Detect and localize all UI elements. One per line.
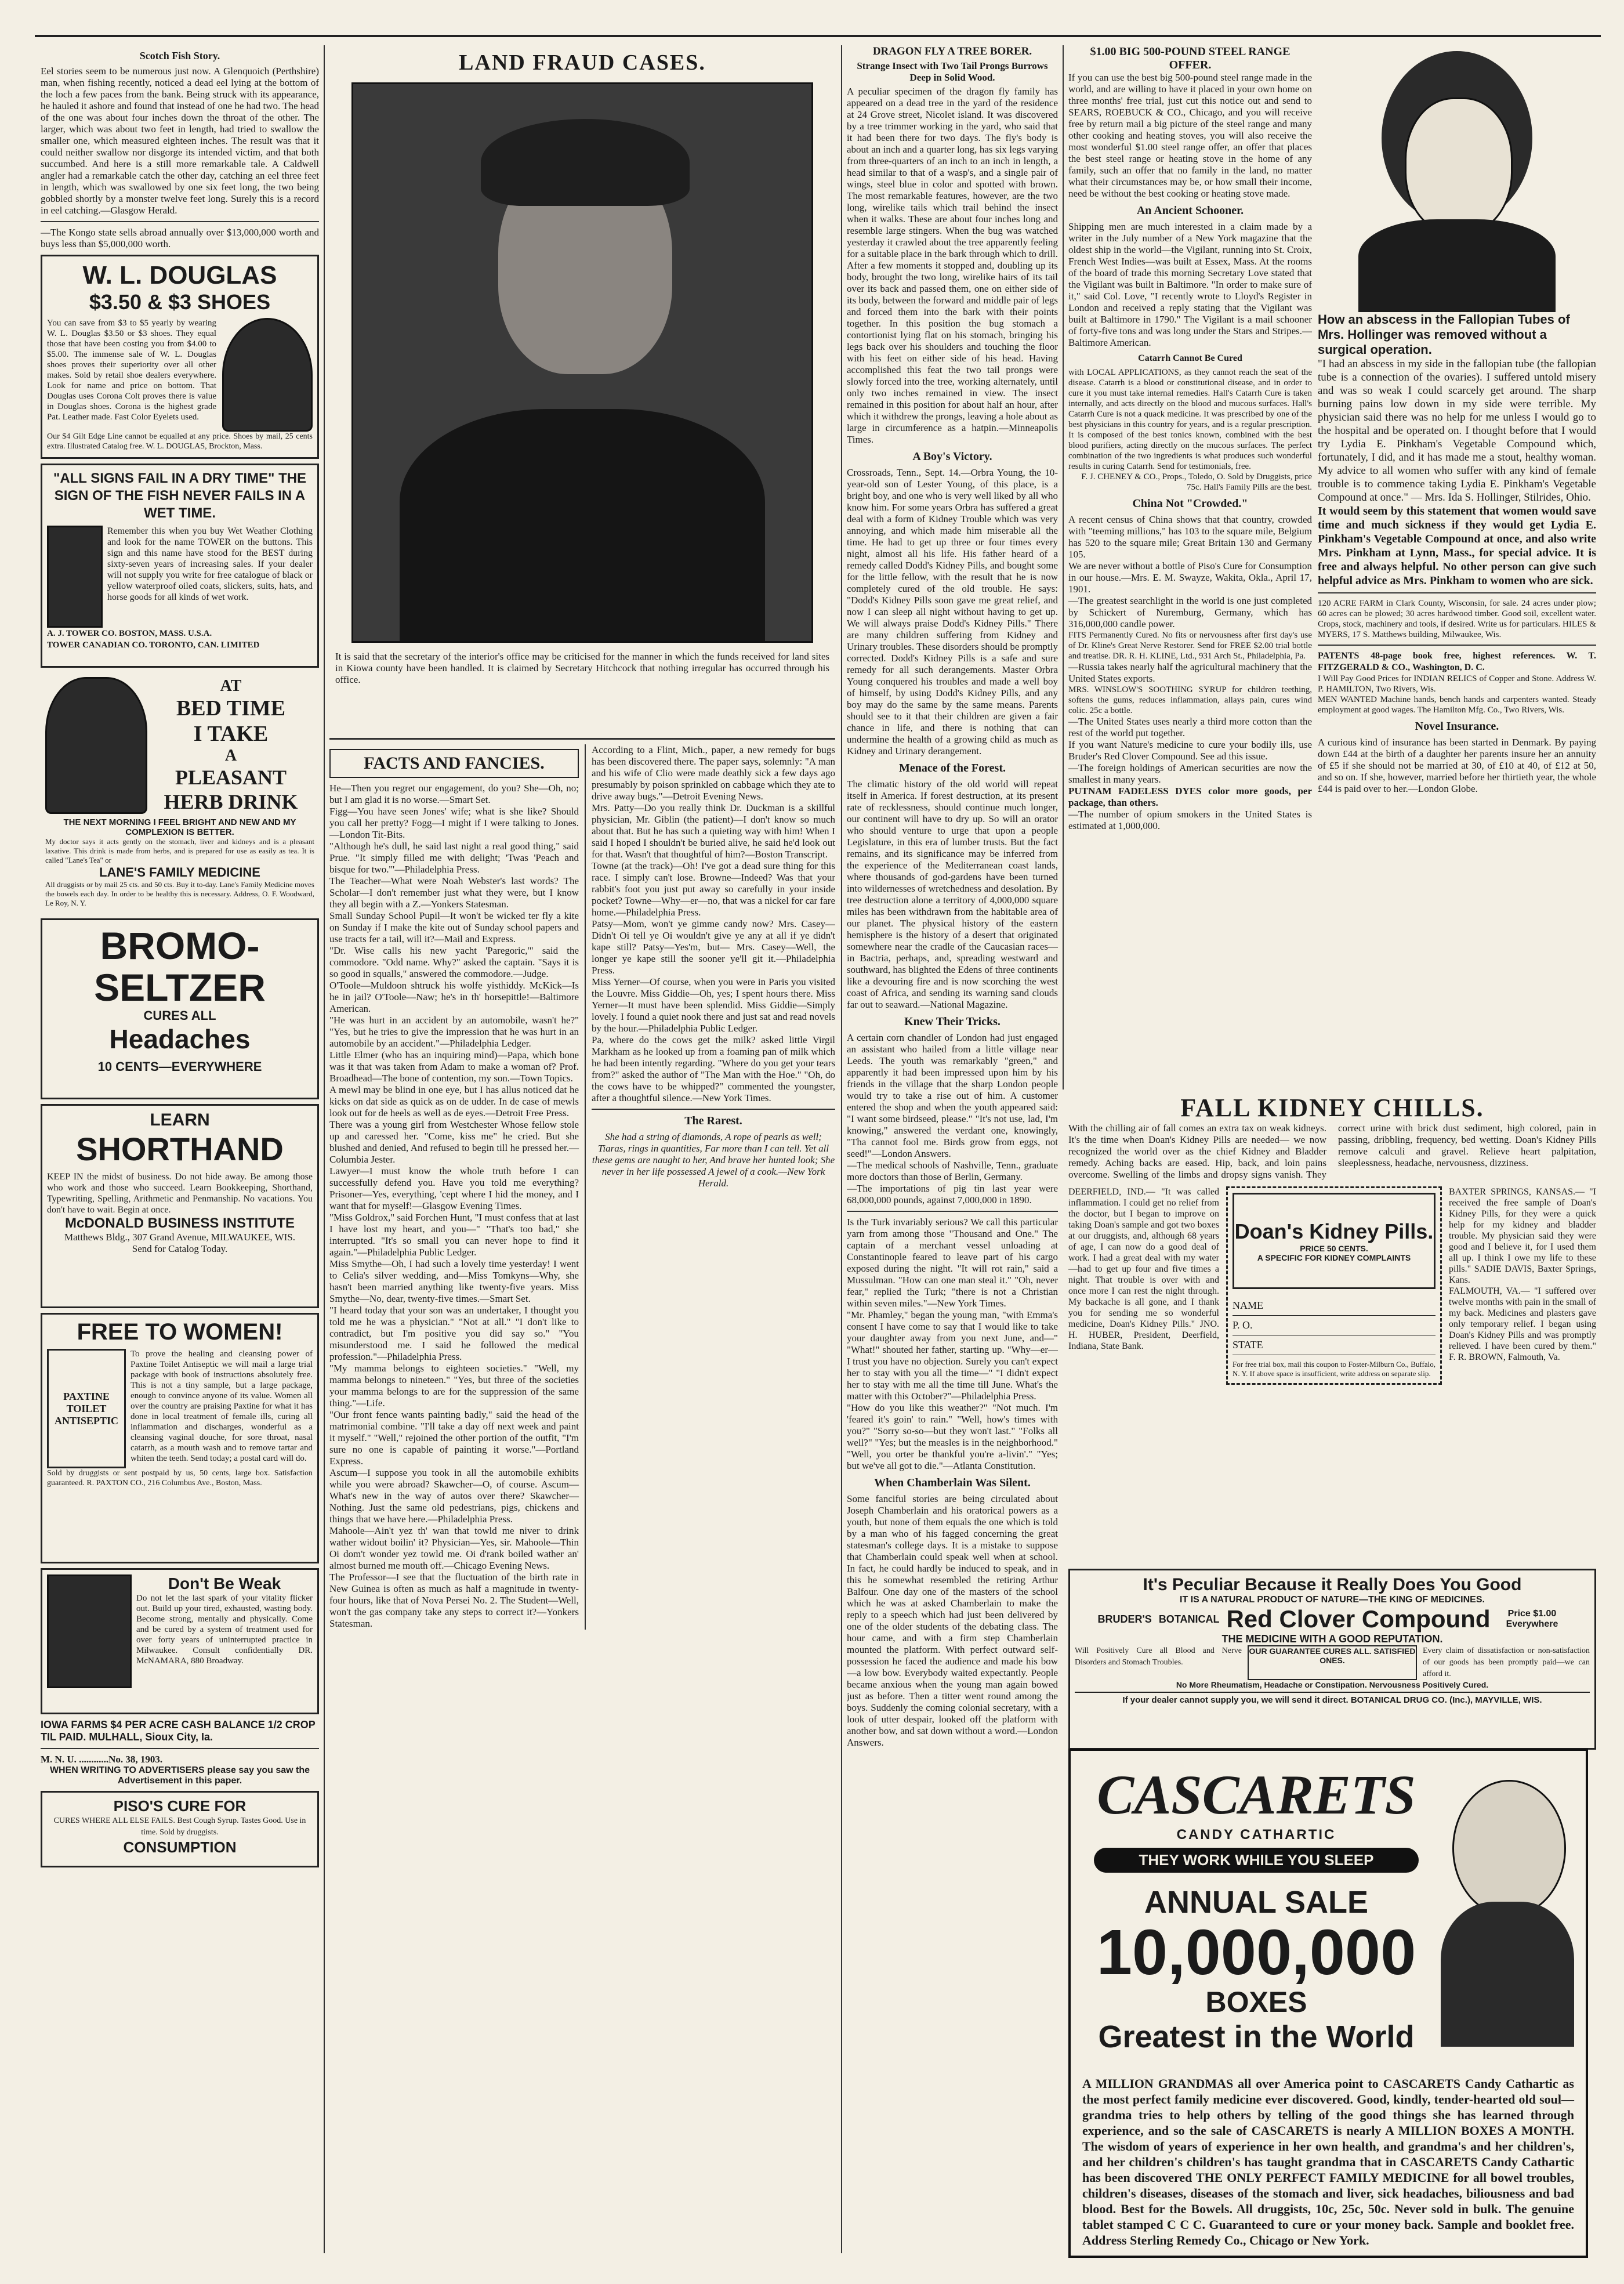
facts-item: Figg—You have seen Jones' wife; what is she like? Should you call her pretty? Fogg—I might if I were talking to Jones.—London Tit-Bits. [329, 806, 579, 840]
hollinger-text: "I had an abscess in my side in the fallopian tube (the fallopian tube is a connection of the ovaries). I suffered untold misery and was so weak I could scarcely get around. The sharp burning pains low down in my side were terrible. My physician said there was no help for me unless I would go to the hospital and be operated on. I thought before that I would try Lydia E. Pinkham's Vegetable Compound which, fortunately, I did, and it has made me a stout, healthy woman. My advice to all women who suffer with any kind of female trouble is to commence taking Lydia E. Pinkham's Vegetable Compound at once." — Mrs. Ida S. Hollinger, Stilrides, Ohio. [1318, 358, 1596, 504]
column-rule [1063, 45, 1064, 1089]
grandma-illustration [1429, 1768, 1574, 2047]
divider [1318, 592, 1596, 593]
bruder-brand1: BRUDER'S [1097, 1613, 1152, 1625]
states-note: —The United States uses nearly a third more cotton than the rest of the world put together. [1068, 716, 1312, 739]
facts-item: According to a Flint, Mich., paper, a new remedy for bugs has been discovered there. The paper says, solemnly: "A man and his wife of Clio were made deathly sick a few days ago presumably by poison sprinkled on cabbage which they ate to drive away bugs."—Detroit Evening News. [592, 744, 835, 802]
falmouth-testimonial: FALMOUTH, VA.— "I suffered over twelve months with pain in the small of my back. Medicines and plasters gave only temporary relief. I began using Doan's Kidney Pills and was promptly relieved. I have been cured by them." F. R. BROWN, Falmouth, Va. [1449, 1286, 1596, 1362]
winslow-ad: MRS. WINSLOW'S SOOTHING SYRUP for children teething, softens the gums, reduces inflammation, allays pain, cures wind colic. 25c a bottle. [1068, 685, 1312, 715]
stove-text: If you can use the best big 500-pound steel range made in the world, and are willing to have it placed in your own home on three months' free trial, just cut this notice out and send to SEARS, ROEBUCK & CO., Chicago, and you will receive free by return mail a big picture of the steel range and many other cooking and heating stoves, you will also receive the most wonderful $1.00 steel range offer, an offer that places the best steel range or heating stove in the home of any family, such an offer that no family in the land, no matter what their circumstances may be, or how small their income, need be without the best cooking or heating stove made. [1068, 72, 1312, 199]
grandma-face [1452, 1780, 1566, 1917]
facts-item: Patsy—Mom, won't ye gimme candy now? Mrs. Casey—Didn't Oi tell ye Oi wouldn't give ye any at all if ye didn't kape still? Patsy—Yes'm, but— Mrs. Casey—Well, the longer ye kape still the sooner ye'll git it.—Philadelphia Press. [592, 918, 835, 976]
bromo-seltzer-ad [41, 918, 319, 1099]
putnam-ad: PUTNAM FADELESS DYES color more goods, per package, than others. [1068, 786, 1312, 808]
weak-text: Do not let the last spark of your vitality flicker out. Build up your tired, exhausted, wasting body. Become strong, mentally and physically. Come and be cured by a system of treatment used for over forty years of uninterrupted practice in Milwaukee. Consult confidentially DR. McNAMARA, 880 Broadway. [136, 1594, 313, 1666]
column-rule [324, 45, 325, 2253]
column-rule [585, 744, 586, 1630]
portrait-coat [400, 409, 765, 641]
facts-item: Ascum—I suppose you took in all the automobile exhibits while you were abroad? Skawcher—O, of course. Ascum—What's new in the way of autos over there? Skawcher—Nothing. Just the same old pedestrians, pigs, chickens and things that we have here.—Philadelphia Press. [329, 1467, 579, 1525]
russia-note: —Russia takes nearly half the agricultural machinery that the United States exports. [1068, 661, 1312, 684]
hollinger-portrait-frame [1318, 45, 1596, 312]
doans-price: PRICE 50 CENTS. [1300, 1244, 1368, 1253]
coupon-state-field[interactable]: STATE [1232, 1335, 1436, 1355]
rarest-title: The Rarest. [684, 1114, 742, 1127]
chamberlain-headline: When Chamberlain Was Silent. [874, 1476, 1031, 1489]
land-fraud-caption: It is said that the secretary of the interior's office may be criticised for the manner in which the funds received for land sites in Kiowa county have been handled. It is claimed by Secretary Hitchcock that nothing irregular has occurred through his office. [335, 651, 829, 685]
bromo-line1: BROMO- [100, 924, 260, 967]
facts-item: "I heard today that your son was an undertaker, I thought you told me he was a physician." "Not at all." "I don't like to contradict, but I'm positive you did say so." "You misunderstood me. I said he followed the medical profession."—Philadelphia Press. [329, 1305, 579, 1362]
opium-note: —The number of opium smokers in the United States is estimated at 1,000,000. [1068, 809, 1312, 831]
kidney-headline: FALL KIDNEY CHILLS. [1180, 1094, 1484, 1122]
bruder-name: Red Clover Compound [1226, 1605, 1491, 1633]
cascarets-count: 10,000,000 [1096, 1917, 1416, 1988]
facts-column-1 [329, 744, 579, 1630]
lanes-line6: HERB DRINK [164, 790, 298, 813]
securities-note: —The foreign holdings of American securities are now the smallest in many years. [1068, 762, 1312, 785]
facts-item: The Teacher—What were Noah Webster's last words? The Scholar—I don't remember just what they were, but I know they all begin with a Z.—Yonkers Statesman. [329, 875, 579, 910]
shorthand-ad [41, 1104, 319, 1308]
coupon-name-field[interactable]: NAME [1232, 1296, 1436, 1316]
fish-story-title: Scotch Fish Story. [139, 50, 220, 61]
facts-headline: FACTS AND FANCIES. [329, 749, 579, 778]
bromo-line5: 10 CENTS—EVERYWHERE [97, 1059, 262, 1074]
doans-brand: Doan's Kidney Pills. [1234, 1219, 1434, 1243]
grandma-body [1441, 1902, 1574, 2047]
shorthand-line2: SHORTHAND [76, 1131, 284, 1167]
nature-ad: If you want Nature's medicine to cure your bodily ills, use Bruder's Red Clover Compound. See ad this issue. [1068, 739, 1312, 762]
menace-headline: Menace of the Forest. [898, 762, 1006, 774]
lanes-line1: AT [220, 677, 242, 695]
facts-item: Mrs. Patty—Do you really think Dr. Duckman is a skillful physician, Mr. Giblin (the patient)—I don't know so much about that. But he has such a quieting way with him! When I said I hoped I shouldn't be buried alive, he said he'd look out for that. Wasn't that thoughtful of him?—Boston Transcript. [592, 802, 835, 860]
bromo-line2: SELTZER [94, 966, 266, 1009]
shorthand-address: Matthews Bldg., 307 Grand Avenue, MILWAUKEE, WIS. [64, 1232, 296, 1243]
facts-item: Lawyer—I must know the whole truth before I can successfully defend you. Have you told me everything? Prisoner—Yes, everything, 'cept where I hid the money, and I want that for myself!—Glasgow Evening Times. [329, 1165, 579, 1211]
men-wanted-ad: MEN WANTED Machine hands, bench hands and carpenters wanted. Steady employment at good wages. The Hamilton Mfg. Co., Two Rivers, Wis. [1318, 695, 1596, 715]
lanes-line3: I TAKE [193, 722, 269, 746]
catarrh-headline: Catarrh Cannot Be Cured [1138, 353, 1242, 363]
douglas-subheadline: $3.50 & $3 SHOES [89, 290, 271, 314]
dragon-headline: DRAGON FLY A TREE BORER. [872, 45, 1032, 57]
facts-item: "Miss Goldrox," said Forchen Hunt, "I must confess that at last I have lost my heart, and you—" "That's too bad," she interrupted. "It's so small you can never hope to find it again."—Philadelphia Public Ledger. [329, 1212, 579, 1258]
bruder-sub: IT IS A NATURAL PRODUCT OF NATURE—THE KING OF MEDICINES. [1180, 1595, 1485, 1605]
weak-headline: Don't Be Weak [168, 1574, 281, 1592]
bruder-no-more: No More Rheumatism, Headache or Constipation. Nervousness Positively Cured. [1176, 1680, 1489, 1689]
bruder-money: Every claim of dissatisfaction or non-satisfaction of our goods has been promptly paid—we can afford it. [1423, 1646, 1590, 1678]
doctor-portrait [47, 1574, 132, 1688]
rarest-poem: She had a string of diamonds, A rope of pearls as well; Tiaras, rings in quantities, Far more than I can tell. Yet all these gems are naught to her, And brave her hunted look; She never in her life possessed A jewel of a cook.—New York Herald. [592, 1131, 835, 1189]
cascarets-sub: CANDY CATHARTIC [1176, 1827, 1336, 1843]
menace-text: The climatic history of the old world will repeat itself in America. If forest destruction, at its present rate of recklessness, should continue much longer, our continent will have to dry up. So will an orator who should venture to urge that upon a people Legislature, in this era of lumber trusts. But the fact remains, and its significance may be inferred from the experience of the Mediterranean coast lands, where thousands of god-gardens have been turned into wildernesses of wretchedness and desolation. By tree destruction alone a territory of 4,000,000 square miles has been withdrawn from the habitable area of our planet. The physical history of the eastern hemisphere is the history of a desert that originated somewhere near the cradle of the Caucasian races—in Bactria, perhaps, and, spreading westward and southward, has blighted the Edens of three continents like a devouring fire and is now scorching the west coast of Africa, and sending its warning sand clouds far out to seaward.—National Magazine. [847, 779, 1058, 1010]
dragon-subheadline: Strange Insect with Two Tail Prongs Burrows Deep in Solid Wood. [857, 60, 1048, 83]
bruder-cures: Will Positively Cure all Blood and Nerve Disorders and Stomach Troubles. [1075, 1646, 1242, 1667]
bruder-guarantee: OUR GUARANTEE CURES ALL. SATISFIED ONES. [1248, 1645, 1417, 1680]
facts-item: "Dr. Wise calls his new yacht 'Paregoric,'" said the commodore. "Odd name. Why?" asked the captain. "Says it is so good in squalls," answered the commodore.—Judge. [329, 945, 579, 979]
cascarets-brand: CASCARETS [1097, 1764, 1416, 1826]
divider [847, 1211, 1058, 1212]
hollinger-face [1405, 97, 1513, 234]
shorthand-text: KEEP IN the midst of business. Do not hide away. Be among those who work and those who succeed. Learn Bookkeeping, Shorthand, Typewriting, Spelling, Arithmetic and Penmanship. No vacations. You don't have to wait. Begin at once. [47, 1172, 313, 1215]
nashville-note: —The medical schools of Nashville, Tenn., graduate more doctors than those of Berlin, Germany. [847, 1160, 1058, 1182]
boy-text: Crossroads, Tenn., Sept. 14.—Orbra Young, the 10-year-old son of Lester Young, of this place, is a bright boy, and one who is very well liked by all who know him. For some years Orbra has suffered a great deal with a form of Kidney Trouble which was very annoying, and which made him miserable all the time. He had to get up three or four times every night, almost all his life. His father heard of a remedy called Dodd's Kidney Pills, and bought some for the little fellow, with the result that he is now completely cured of the old trouble. He says: "Dodd's Kidney Pills soon gave me great relief, and now I can sleep all night without having to get up. We will always praise Dodd's Kidney Pills." There are many children suffering from Kidney and Urinary troubles. These disorders should be promptly corrected. Dodd's Kidney Pills is a safe and sure remedy for all such derangements. Master Orbra Young conquered his troubles and made a well boy of himself, by using Dodd's Kidney Pills, and any boy may do the same by the same means. Parents should see to it that their children are given a fair chance in life, and there is nothing that can undermine the health of a growing child as much as Kidney and Urinary derangement. [847, 467, 1058, 756]
facts-item: "Our front fence wants painting badly," said the head of the matrimonial combine. "I'll take a day off next week and paint it myself." "Well," rejoined the other portion of the outfit, "I'm sure no one is capable of painting it worse."—Portland Express. [329, 1409, 579, 1467]
pigtin-note: —The importations of pig tin last year were 68,000,000 pounds, against 7,000,000 in 1890. [847, 1183, 1058, 1206]
cascarets-ad [1068, 1749, 1588, 2258]
iowa-farms-ad: IOWA FARMS $4 PER ACRE CASH BALANCE 1/2 CROP TIL PAID. MULHALL, Sioux City, Ia. [41, 1719, 316, 1743]
paxtine-headline: FREE TO WOMEN! [77, 1319, 283, 1345]
advertisers-notice: WHEN WRITING TO ADVERTISERS please say you saw the Advertisement in this paper. [49, 1765, 310, 1786]
douglas-footer: Our $4 Gilt Edge Line cannot be equalled at any price. Shoes by mail, 25 cents extra. Illustrated Catalog free. W. L. DOUGLAS, Brockton, Mass. [47, 432, 313, 451]
tricks-headline: Knew Their Tricks. [904, 1015, 1000, 1028]
catarrh-text: with LOCAL APPLICATIONS, as they cannot reach the seat of the disease. Catarrh is a blood or constitutional disease, and in order to cure it you must take internal remedies. Hall's Catarrh Cure is taken internally, and acts directly on the blood and mucous surfaces. Hall's Catarrh Cure is not a quack medicine. It was prescribed by one of the best physicians in this country for years, and is a regular prescription. It is composed of the best tonics known, combined with the best blood purifiers, acting directly on the mucous surfaces. The perfect combination of the two ingredients is what produces such wonderful results in curing Catarrh. Send for testimonials, free. [1068, 368, 1312, 471]
bruder-footer: If your dealer cannot supply you, we will send it direct. BOTANICAL DRUG CO. (Inc.), MAYVILLE, WIS. [1075, 1692, 1590, 1705]
facts-column-2 [592, 744, 835, 1630]
coupon-po-field[interactable]: P. O. [1232, 1316, 1436, 1335]
fish-story-text: Eel stories seem to be numerous just now. A Glenquoich (Perthshire) man, when fishing recently, noticed a dead eel lying at the bottom of the loch a few paces from the bank. Being struck with its appearance, he hauled it ashore and found that instead of one he had two. The head of the one was about four inches down the throat of the other. The larger, which was about two feet in length, had tried to swallow the smaller one, which measured eighteen inches. The result was that it could neither swallow nor disgorge its intended victim, and that both succumbed. And here is a still more remarkable tale. A Caldwell angler had a remarkable catch the other day, catching an eel three feet in length, which was swallowed by one six feet long, the two being gobbled shortly by a monster twelve feet long. Surely this is a record in eel catching.—Glasgow Herald. [41, 66, 319, 216]
lanes-footer: All druggists or by mail 25 cts. and 50 cts. Buy it to-day. Lane's Family Medicine moves the bowels each day. In order to be healthy this is necessary. Address, O. F. Woodward, Le Roy, N. Y. [45, 880, 314, 907]
schooner-headline: An Ancient Schooner. [1136, 204, 1244, 217]
douglas-headline: W. L. DOUGLAS [82, 261, 277, 289]
facts-item: A mewl may be blind in one eye, but I has allus noticed dat he kicks on dat side as quick as on de udder. In de case of mewls look out for de heels as well as de eyes.—Detroit Free Press. [329, 1084, 579, 1119]
dragon-text: A peculiar specimen of the dragon fly family has appeared on a dead tree in the yard of the residence at 24 Grove street, Nicolet island. It was discovered by a tree trimmer working in the yard, who said that it had been there for two days. The fly's body is about an inch and a quarter long, has six legs varying from three-quarters of an inch to an inch in length, a head similar to that of a wasp's, and a single pair of wings, steel blue in color and spotted with brown. The most remarkable features, however, are the two long, wirelike tails which trail behind the insect when it walks. These are about four inches long and resemble large stingers. When the bug was watched yesterday it crawled about the tree apparently feeling for a suitable place in the bark through which to drill. After a few moments it stopped and, doubling up its body, brought the two long, wirelike hairs of its tail over its back and passed them, one on either side of its body, between the forward and middle pair of legs and forced them into the bark with their points together. In this position the bug stomach a contortionist lying flat on his stomach, bringing his legs back over his shoulders and touching the floor with his feet on either side of his head. Having accomplished this feat the two tail prongs were slowly forced into the tree, working alternately, until only two inches remained in view. The insect remained in this position for about half an hour, after which it withdrew the prongs, leaving a hole about as large in circumference as a hatpin.—Minneapolis Times. [847, 86, 1058, 445]
divider [41, 221, 319, 222]
shorthand-school: McDONALD BUSINESS INSTITUTE [64, 1215, 295, 1231]
bruder-brand2: BOTANICAL [1158, 1613, 1220, 1625]
patents-ad: PATENTS 48-page book free, highest references. W. T. FITZGERALD & CO., Washington, D. C. [1318, 651, 1596, 672]
bromo-line3: CURES ALL [143, 1008, 216, 1023]
mnu-line: M. N. U. ............No. 38, 1903. [41, 1754, 163, 1765]
tower-canada: TOWER CANADIAN CO. TORONTO, CAN. LIMITED [47, 640, 260, 650]
dont-be-weak-ad [41, 1568, 319, 1714]
newspaper-page [35, 35, 1601, 2265]
douglas-portrait [222, 318, 313, 432]
chamberlain-text: Some fanciful stories are being circulated about Joseph Chamberlain and his oratorical powers as a youth, but none of them equals the one which is told by a man who of his fagged concerning the great statesman's college days. It is a mistake to suppose that Chamberlain could speak well when at school. In fact, he could hardly be induced to speak, and in this he somewhat resembled the retiring Arthur Balfour. One day one of the masters of the school which he was at asked Chamberlain to make the reply to a speech which had just been delivered by one of the older students of the debating class. The hour came, and with a firm step Chamberlain mounted the platform. With perfect outward self-possession he faced the audience and made his bow—a low bow. Everybody waited expectantly. People became anxious when the young man again bowed just as before. Then a titter went round among the boys. Suddenly the coming colonial secretary, with a look of utter despair, looked off the platform with another bow, and sat down without a word.—London Answers. [847, 1493, 1058, 1748]
novel-text: A curious kind of insurance has been started in Denmark. By paying down £44 at the birth of a daughter her parents insure her an annuity of £5 if she should not be married at 30, of £10 at 40, of £12 at 50, and so on. If she, however, married before her thirtieth year, the whole £44 is paid over to her.—London Globe. [1318, 737, 1596, 794]
shorthand-line1: LEARN [150, 1110, 210, 1130]
china-text: A recent census of China shows that that country, crowded with "teeming millions," has 103 to the square mile, Belgium has 520 to the square mile; Great Britain 130 and Germany 105. [1068, 514, 1312, 560]
shorthand-catalog: Send for Catalog Today. [132, 1243, 228, 1254]
baxter-testimonial: BAXTER SPRINGS, KANSAS.— "I received the free sample of Doan's Kidney Pills, for they were a quick help for my kidney and bladder trouble. My physician said they were good and I believe it, for I used them all up. I think I owe my life to these pills." SADIE DAVIS, Baxter Springs, Kans. [1449, 1187, 1596, 1285]
paxtine-footer: Sold by druggists or sent postpaid by us, 50 cents, large box. Satisfaction guaranteed. R. PAXTON CO., 216 Columbus Ave., Boston, Mass. [47, 1469, 313, 1487]
facts-item: "Although he's dull, he said last night a real good thing," said Prue. "It simply filled me with delight; 'Twas 'Peach and bisque for two.'"—Philadelphia Press. [329, 841, 579, 875]
facts-item: He—Then you regret our engagement, do you? She—Oh, no; but I am glad it is no worse.—Smart Set. [329, 783, 579, 805]
facts-item: Miss Smythe—Oh, I had such a lovely time yesterday! I went to Celia's silver wedding, and—Miss Tomkyns—Why, she hasn't been married anything like twenty-five years. Miss Smythe—No, dear, twenty-five times.—Smart Set. [329, 1258, 579, 1304]
coupon-note: For free trial box, mail this coupon to Foster-Milburn Co., Buffalo, N. Y. If above space is insufficient, write address on separate slip. [1232, 1360, 1436, 1378]
tricks-text: A certain corn chandler of London had just engaged an assistant who hailed from a little village near Leeds. The youth was remarkably "green," and apparently it had been impressed upon him by his friends in the village that the sharp London people would try to take a rise out of him. A customer entered the shop and when the youth appeared said: "I want some birdseed, please." "It's not use, lad, I'm knowing," answered the verdant one, knowingly, "Tha cannot fool me. Birds grow from eggs, not seed!"—London Answers. [847, 1032, 1058, 1159]
paxtine-text: To prove the healing and cleansing power of Paxtine Toilet Antiseptic we will mail a large trial package with book of instructions absolutely free. This is not a tiny sample, but a large package, enough to convince anyone of its value. Women all over the country are praising Paxtine for what it has done in local treatment of female ills, curing all inflammation and discharges, wonderful as a cleansing vaginal douche, for sore throat, nasal catarrh, as a mouth wash and to remove tartar and whiten the teeth. Send today; a postal card will do. [130, 1349, 313, 1463]
china-headline: China Not "Crowded." [1132, 497, 1248, 510]
hollinger-bold: It would seem by this statement that women would save time and much sickness if they would get Lydia E. Pinkham's Vegetable Compound at once, and also write Mrs. Pinkham at Lynn, Mass., for special advice. It is free and always helpful. No other person can give such helpful advice as Mrs. Pinkham to women who are sick. [1318, 505, 1596, 587]
facts-item: Small Sunday School Pupil—It won't be wicked ter fly a kite on Sunday if I make the kite out of Sunday school papers and use tracts fer a tail, will it?—Mail and Express. [329, 910, 579, 944]
bruder-price: Price $1.00 Everywhere [1506, 1609, 1558, 1629]
lanes-name: LANE'S FAMILY MEDICINE [99, 865, 260, 879]
douglas-text: You can save from $3 to $5 yearly by wearing W. L. Douglas $3.50 or $3 shoes. They equal those that have been costing you from $4.00 to $5.00. The immense sale of W. L. Douglas shoes proves their superiority over all other makes. Sold by retail shoe dealers everywhere. Look for name and price on bottom. That Douglas uses Corona Colt proves there is value in Douglas shoes. Corona is the highest grade Pat. Leather made. Fast Color Eyelets used. [47, 318, 216, 422]
lanes-line2: BED TIME [176, 696, 286, 721]
novel-headline: Novel Insurance. [1415, 720, 1499, 733]
hollinger-headline: How an abscess in the Fallopian Tubes of Mrs. Hollinger was removed without a surgical operation. [1318, 312, 1570, 357]
facts-item: Mahoole—Ain't yez th' wan that towld me niver to drink wather widout boilin' it? Physician—Yes, sir. Mahoole—Thin Oi dom't wonder yez towld me. Oi d'rank boiled wather an' almost burned me mouth off.—Chicago Evening News. [329, 1525, 579, 1571]
lanes-detail: My doctor says it acts gently on the stomach, liver and kidneys and is a pleasant laxative. This drink is made from herbs, and is prepared for use as easily as tea. It is called "Lane's Tea" or [45, 837, 314, 864]
schooner-text: Shipping men are much interested in a claim made by a writer in the July number of a New York magazine that the oldest ship in the world—the Vigilant, running into St. Croix, French West Indies—was built at Essex, Mass. At the rooms of the board of trade this morning Secretary Love stated that the Vigilant was built in Baltimore. "In order to make sure of it," said Col. Love, "I recently wrote to Lloyd's Register in London and received a reply stating that the Vigilant was built at Baltimore in 1790." The Vigilant is a mail schooner of forty-five tons and was long under the Stars and Stripes.—Baltimore American. [1068, 221, 1312, 348]
hollinger-dress [1358, 219, 1556, 312]
indian-relics-ad: I Will Pay Good Prices for INDIAN RELICS of Copper and Stone. Address W. P. HAMILTON, Two Rivers, Wis. [1318, 674, 1596, 694]
tower-raincoat-ad [41, 464, 319, 668]
divider [592, 1109, 835, 1110]
woman-portrait [45, 677, 147, 814]
kidney-chills-ad [1068, 1093, 1596, 1557]
facts-item: Miss Yerner—Of course, when you were in Paris you visited the Louvre. Miss Giddie—Oh, yes; I spent hours there. Miss Yerner—It must have been splendid. Miss Giddie—Simply lovely. I found a quiet nook there and just sat and read novels by the hour.—Philadelphia Public Ledger. [592, 976, 835, 1034]
facts-item: There was a young girl from Westchester Whose fellow stole up and caressed her. "Come, kiss me" he cried. But she blushed and denied, And refused to begin till he pressed her.—Columbia Jester. [329, 1119, 579, 1165]
column-rule [841, 45, 842, 2253]
phamley-text: "Mr. Phamley," began the young man, "with Emma's consent I have come to say that I would like to take your daughter away from you next June, and—" "What!" shouted her father, starting up. "Why—er—I trust you have no objection. Surely you can't expect her to stay with you all the time—" "I didn't expect her to stay with me all the time till June. What's the matter with this October?"—Philadelphia Press. [847, 1309, 1058, 1402]
cascarets-greatest: Greatest in the World [1098, 2019, 1415, 2054]
facts-item: Pa, where do the cows get the milk? asked little Virgil Markham as he looked up from a foaming pan of milk which he had been intently regarding. "Where do you get your tears from?" asked the author of "The Man with the Hoe." "Oh, do the cows have to be whipped?" commented the youngster, after a thoughtful silence.—New York Times. [592, 1034, 835, 1103]
bromo-line4: Headaches [109, 1024, 251, 1054]
lanes-line5: PLEASANT [175, 766, 287, 789]
news-column [847, 45, 1058, 2261]
facts-fancies-section [329, 733, 835, 2259]
facts-item: "He was hurt in an accident by an automobile, wasn't he?" "Yes, but he tries to give the impression that he was hurt in an automobile by an accident."—Philadelphia Ledger. [329, 1015, 579, 1049]
kongo-note: —The Kongo state sells abroad annually over $13,000,000 worth and buys less than $5,000,000 worth. [41, 227, 319, 249]
bruder-headline: It's Peculiar Because it Really Does You Good [1143, 1575, 1522, 1594]
stove-headline: $1.00 BIG 500-POUND STEEL RANGE OFFER. [1090, 45, 1290, 71]
divider [41, 1748, 319, 1749]
boy-headline: A Boy's Victory. [912, 450, 992, 463]
piso-testimonial: We are never without a bottle of Piso's Cure for Consumption in our house.—Mrs. E. M. Swayze, Wakita, Okla., April 17, 1901. [1068, 560, 1312, 595]
searchlight-note: —The greatest searchlight in the world is one just completed by Schickert of Nuremburg, Germany, which has 316,000,000 candle power. [1068, 595, 1312, 629]
right-news-column [1068, 45, 1312, 1089]
weather-text: "How do you like this weather?" "Not much. I'm 'feared it's goin' to rain." "Well, how's times with you?" "Sorry so-so—but they won't last." "Folks all well?" "Yes; but the measles is in the neighborhood." "Well, you orter be thankful you're a-livin'." "Yes; but we've all got to die."—Atlanta Constitution. [847, 1402, 1058, 1471]
secretary-portrait [351, 82, 813, 643]
left-column [41, 45, 319, 2261]
kidney-text: With the chilling air of fall comes an extra tax on weak kidneys. It's the time when Doan's Kidney Pills are needed— we now recognized the world over as the chief Kidney and Bladder remedy. Aching backs are eased. Hip, back, and loin pains overcome. Swelling of the limbs and dropsy signs vanish. They correct urine with brick dust sediment, high colored, pain in passing, dribbling, frequency, bed wetting. Doan's Kidney Pills remove calculi and gravel. Relieve heart palpitation, sleeplessness, headache, nervousness, dizziness. [1068, 1123, 1596, 1180]
far-right-column [1318, 45, 1596, 1089]
portrait-hair [481, 119, 690, 206]
piso-text: CURES WHERE ALL ELSE FAILS. Best Cough Syrup. Tastes Good. Use in time. Sold by druggists. [53, 1816, 306, 1837]
fits-ad: FITS Permanently Cured. No fits or nervousness after first day's use of Dr. Kline's Great Nerve Restorer. Send for FREE $2.00 trial bottle and treatise. DR. R. H. KLINE, Ltd., 931 Arch St., Philadelphia, Pa. [1068, 631, 1312, 661]
cascarets-slogan: THEY WORK WHILE YOU SLEEP [1094, 1848, 1419, 1873]
tower-text: Remember this when you buy Wet Weather Clothing and look for the name TOWER on the buttons. This sign and this name have stood for the BEST during sixty-seven years of increasing sales. If your dealer will not supply you write for free catalogue of black or yellow waterproof oiled coats, slickers, suits, hats, and horse goods for all kinds of wet work. [107, 526, 313, 602]
piso-cure-ad [41, 1791, 319, 1867]
farm-ad: 120 ACRE FARM in Clark County, Wisconsin, for sale. 24 acres under plow; 60 acres can be plowed; 30 acres hardwood timber. Good soil, excellent water. Crops, stock, machinery and tools, if desired. Write us for particulars. HILES & MYERS, 17 S. Matthews building, Milwaukee, Wis. [1318, 599, 1596, 639]
lanes-text: THE NEXT MORNING I FEEL BRIGHT AND NEW AND MY COMPLEXION IS BETTER. [63, 817, 296, 837]
lanes-medicine-ad [41, 672, 319, 914]
bruder-red-clover-ad [1068, 1569, 1596, 1750]
doans-tagline: A SPECIFIC FOR KIDNEY COMPLAINTS [1257, 1253, 1411, 1262]
facts-item: Little Elmer (who has an inquiring mind)—Papa, which bone was it that was taken from Adam to make a woman of? Prof. Broadhead—The bone of contention, my son.—Town Topics. [329, 1049, 579, 1084]
douglas-shoe-ad [41, 255, 319, 459]
raincoat-figure [47, 526, 103, 628]
catarrh-signed: F. J. CHENEY & CO., Props., Toledo, O. Sold by Druggists, price 75c. Hall's Family Pills are the best. [1081, 472, 1312, 492]
land-fraud-section [329, 45, 835, 736]
land-fraud-headline: LAND FRAUD CASES. [459, 50, 706, 75]
facts-item: The Professor—I see that the fluctuation of the birth rate in New Guinea is often as much as half a magnitude in twenty-four hours, like that of Nova Persei No. 2. The Student—Well, won't the gas company take any steps to correct it?—Yonkers Statesman. [329, 1572, 579, 1629]
bruder-reputation: THE MEDICINE WITH A GOOD REPUTATION. [1221, 1633, 1443, 1645]
deerfield-testimonial: DEERFIELD, IND.— "It was called inflammation. I could get no relief from the doctor, but I began to improve on taking Doan's sample and got two boxes at our druggists, and, although 68 years of age, I can now do a good deal of work. I had a great deal with my water—had to get up four and five times a night. That trouble is over with and once more I can rest the night through. My backache is all gone, and I thank you for sending me so wonderful medicine, Doan's Kidney Pills." JNO. H. HUBER, President, Deerfield, Indiana, State Bank. [1068, 1187, 1219, 1351]
tower-headline: "ALL SIGNS FAIL IN A DRY TIME" THE SIGN OF THE FISH NEVER FAILS IN A WET TIME. [53, 470, 307, 521]
facts-item: O'Toole—Muldoon shtruck his wolfe yisthiddy. McKick—Is he in jail? O'Toole—Naw; he's in th' horsepittle!—Baltimore American. [329, 980, 579, 1014]
paxtine-ad [41, 1313, 319, 1563]
turk-text: Is the Turk invariably serious? We call this particular yarn from among those "Thousand and One." The captain of a merchant vessel unloading at Constantinople feared to leave part of his cargo exposed during the night. "It will rot rain," said a Mussulman. "How can one man steal it." "Oh, never fear," replied the Turk; "there is not a Christian within seven miles."—New York Times. [847, 1217, 1058, 1309]
doans-coupon [1226, 1186, 1442, 1385]
piso-headline: PISO'S CURE FOR [113, 1797, 246, 1815]
tower-maker: A. J. TOWER CO. BOSTON, MASS. U.S.A. [47, 629, 212, 638]
lanes-line4: A [224, 747, 237, 765]
doans-box [1232, 1193, 1436, 1289]
divider [329, 738, 835, 740]
paxtine-box: PAXTINE TOILET ANTISEPTIC [47, 1349, 126, 1468]
cascarets-boxes: BOXES [1205, 1986, 1307, 2018]
facts-item: Towne (at the track)—Oh! I've got a dead sure thing for this race. I simply can't lose. Browne—Indeed? Was that your rabbit's foot you just put away so carefully in your inside pocket? Towne—Why—er—no, that was a nickel for car fare home.—Philadelphia Press. [592, 860, 835, 918]
cascarets-sale: ANNUAL SALE [1144, 1885, 1368, 1920]
cascarets-text: A MILLION GRANDMAS all over America point to CASCARETS Candy Cathartic as the most perfect family medicine ever discovered. Good, kindly, tender-hearted old soul—grandma tries to help others by telling of the good things she has learned through experience, and so the sale of CASCARETS is nearly A MILLION BOXES A MONTH. The wisdom of years of experience in her own health, and grandma's and her children's, and her children's children's has taught grandma that in CASCARETS Candy Cathartic has been discovered THE ONLY PERFECT FAMILY MEDICINE for all bowel troubles, children's diseases, diseases of the stomach and liver, sick headaches, biliousness and bad blood. Best for the Bowels. All druggists, 10c, 25c, 50c. Never sold in bulk. The genuine tablet stamped C C C. Guaranteed to cure or your money back. Sample and booklet free. Address Sterling Remedy Co., Chicago or New York. [1082, 2076, 1574, 2247]
piso-footer: CONSUMPTION [123, 1838, 237, 1856]
facts-item: "My mamma belongs to eighteen societies." "Well, my mamma belongs to nineteen." "Yes, but three of the societies your mamma belongs to are for the suppression of the same thing."—Life. [329, 1363, 579, 1409]
divider [1318, 645, 1596, 646]
